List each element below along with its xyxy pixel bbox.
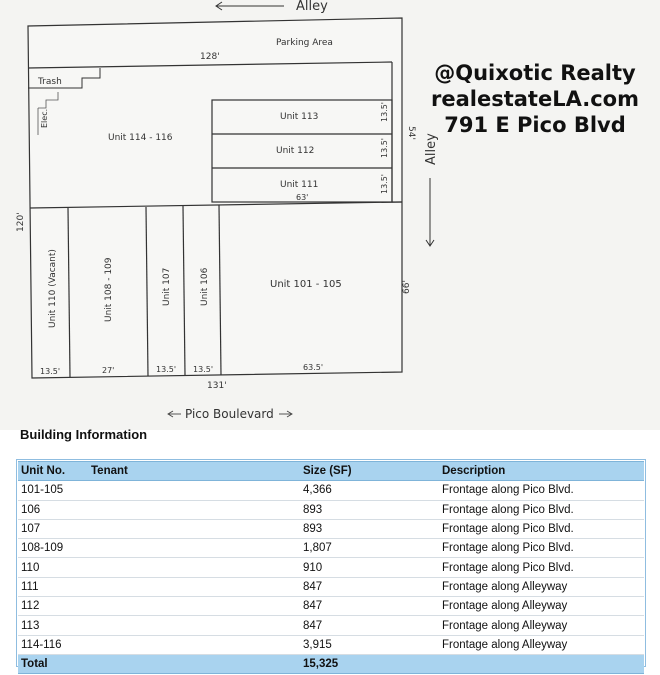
- table-row: [18, 597, 644, 616]
- description-cell: Frontage along Alleyway: [439, 597, 644, 616]
- tenant-cell: [88, 577, 300, 596]
- tenant-cell: [88, 597, 300, 616]
- table-row: [18, 616, 644, 635]
- size-cell: 910: [300, 558, 439, 577]
- table-row: [18, 635, 644, 654]
- dim-unit-108-width: 27': [102, 366, 115, 375]
- dim-top-width: 128': [200, 52, 220, 62]
- description-cell: Frontage along Pico Blvd.: [439, 539, 644, 558]
- size-cell: 847: [300, 597, 439, 616]
- description-cell: Frontage along Alleyway: [439, 616, 644, 635]
- brand-handle: @Quixotic Realty: [434, 61, 636, 85]
- col-unit-header: Unit No.: [18, 462, 88, 481]
- elec-label: Elec.: [40, 108, 49, 128]
- description-cell: Frontage along Pico Blvd.: [439, 500, 644, 519]
- table-row: [18, 519, 644, 538]
- description-cell: Frontage along Alleyway: [439, 577, 644, 596]
- trash-label: Trash: [38, 77, 62, 87]
- brand-block: [410, 60, 660, 138]
- size-cell: 893: [300, 500, 439, 519]
- brand-address: 791 E Pico Blvd: [444, 113, 626, 137]
- dim-unit-113: 13.5': [380, 101, 389, 122]
- unit-cell: 108-109: [18, 539, 88, 558]
- unit-cell: 101-105: [18, 481, 88, 500]
- table-row: [18, 558, 644, 577]
- right-alley-arrow: [426, 178, 434, 246]
- building-info-table: [18, 461, 644, 674]
- total-label: Total: [18, 654, 88, 673]
- dim-unit-112: 13.5': [380, 137, 389, 158]
- unit-112-label: Unit 112: [276, 146, 315, 156]
- unit-114-116-label: Unit 114 - 116: [108, 133, 173, 143]
- tenant-cell: [88, 558, 300, 577]
- unit-107-label: Unit 107: [162, 267, 172, 306]
- dim-unit-101-width: 63.5': [303, 363, 324, 372]
- alley-top-label: Alley: [296, 0, 328, 14]
- alley-right-label: Alley: [424, 133, 439, 165]
- description-cell: Frontage along Alleyway: [439, 635, 644, 654]
- description-cell: Frontage along Pico Blvd.: [439, 558, 644, 577]
- unit-cell: 114-116: [18, 635, 88, 654]
- dim-right-upper: 54': [406, 126, 416, 140]
- dim-unit-106-width: 13.5': [193, 365, 214, 374]
- dim-unit-107-width: 13.5': [156, 365, 177, 374]
- tenant-cell: [88, 500, 300, 519]
- unit-113-label: Unit 113: [280, 112, 319, 122]
- street-label: Pico Boulevard: [185, 407, 274, 421]
- total-row: [18, 654, 644, 673]
- table-row: [18, 481, 644, 500]
- size-cell: 847: [300, 577, 439, 596]
- size-cell: 847: [300, 616, 439, 635]
- tenant-cell: [88, 616, 300, 635]
- total-size: 15,325: [300, 654, 439, 673]
- dim-unit-111-width: 63': [296, 193, 309, 202]
- dim-left-depth: 120': [16, 212, 26, 232]
- tenant-cell: [88, 635, 300, 654]
- building-info-heading: Building Information: [20, 427, 148, 442]
- unit-111-label: Unit 111: [280, 180, 319, 190]
- unit-110-label: Unit 110 (Vacant): [48, 249, 58, 328]
- tenant-cell: [88, 481, 300, 500]
- dim-bottom-width: 131': [207, 381, 227, 391]
- tenant-cell: [88, 539, 300, 558]
- unit-108-109-label: Unit 108 - 109: [104, 257, 114, 322]
- col-size-header: Size (SF): [300, 462, 439, 481]
- unit-101-105-label: Unit 101 - 105: [270, 279, 342, 290]
- size-cell: 3,915: [300, 635, 439, 654]
- brand-website: realestateLA.com: [431, 87, 639, 111]
- description-cell: Frontage along Pico Blvd.: [439, 481, 644, 500]
- unit-cell: 113: [18, 616, 88, 635]
- table-header-row: [18, 462, 644, 481]
- unit-106-label: Unit 106: [200, 267, 210, 306]
- unit-cell: 110: [18, 558, 88, 577]
- street-right-arrow: [279, 411, 292, 417]
- col-tenant-header: Tenant: [88, 462, 300, 481]
- table-row: [18, 577, 644, 596]
- dim-right-lower: 66': [402, 280, 412, 294]
- top-alley-arrow: [216, 2, 284, 10]
- size-cell: 4,366: [300, 481, 439, 500]
- unit-cell: 111: [18, 577, 88, 596]
- unit-cell: 106: [18, 500, 88, 519]
- tenant-cell: [88, 519, 300, 538]
- size-cell: 1,807: [300, 539, 439, 558]
- description-cell: Frontage along Pico Blvd.: [439, 519, 644, 538]
- street-left-arrow: [168, 411, 181, 417]
- dim-unit-110-width: 13.5': [40, 367, 61, 376]
- table-row: [18, 539, 644, 558]
- lot-outline: [28, 18, 402, 378]
- size-cell: 893: [300, 519, 439, 538]
- col-description-header: Description: [439, 462, 644, 481]
- parking-label: Parking Area: [276, 38, 333, 48]
- table-row: [18, 500, 644, 519]
- unit-cell: 112: [18, 597, 88, 616]
- unit-cell: 107: [18, 519, 88, 538]
- dim-unit-111: 13.5': [380, 173, 389, 194]
